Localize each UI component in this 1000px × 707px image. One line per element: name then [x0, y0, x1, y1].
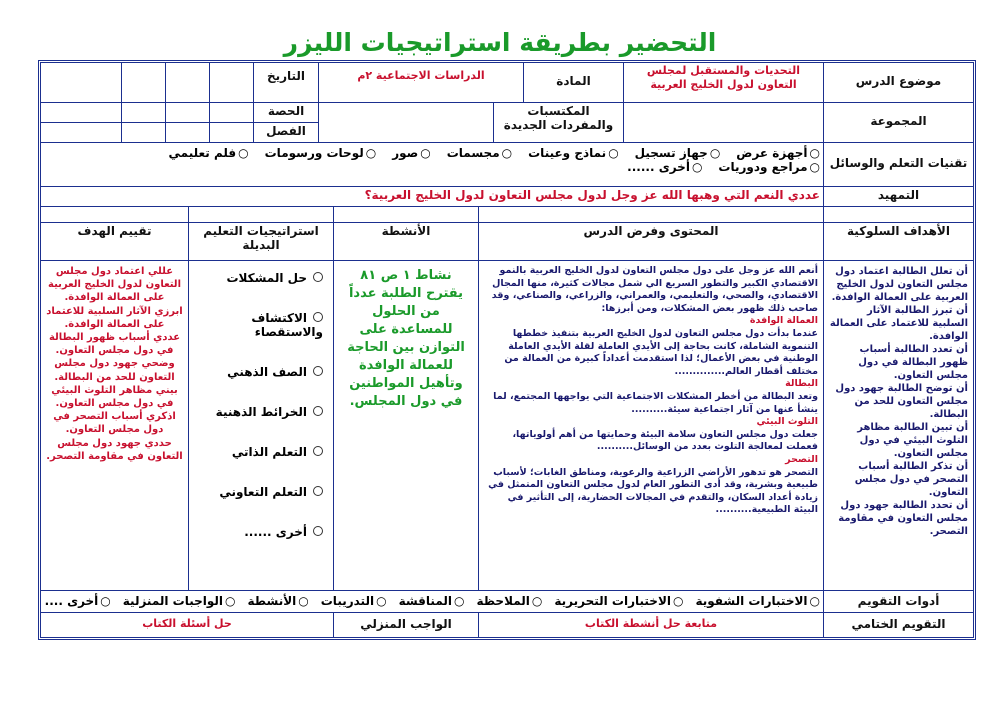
content-cell — [478, 261, 823, 591]
evaluation-item: عددي أسباب ظهور البطالة في دول مجلس التعاون. — [48, 332, 181, 357]
content-heading: العمالة الوافدة — [749, 315, 818, 327]
content-text: التصحر هو تدهور الأراضي الزراعية والرعوية، ومناطق الغابات؛ لأسباب طبيعية وبشرية، وقد أدى التطور العام لدول مجلس التعاون المتمثل في زيادة أعداد السكان، والتقدم في المجالات الحضارية، إلى التأثير في البيئة الطبيعية.......... — [488, 466, 818, 516]
period-cell-3[interactable] — [121, 103, 165, 123]
strategy-item[interactable] — [199, 271, 323, 285]
tool-option[interactable]: ○ فلم تعليمي — [169, 146, 249, 160]
assessment-option[interactable]: ○ الواجبات المنزلية — [123, 594, 236, 608]
group-value[interactable] — [623, 103, 823, 143]
date-cell-1[interactable] — [209, 63, 253, 103]
tool-option[interactable]: ○ أجهزة عرض — [736, 146, 820, 160]
acquired-value[interactable] — [318, 103, 493, 143]
topic-value: التحديات والمستقبل لمجلس التعاون لدول الخليج العربية — [623, 63, 823, 103]
spacer-cell — [333, 207, 478, 223]
strategy-item[interactable] — [199, 365, 323, 379]
content-text: عندما بدأت دول مجلس التعاون لدول الخليج العربية بتنفيذ خططها التنموية الشاملة، كانت بحاجة إلى الأيدي العاملة لقلة الأيدي العاملة الوطنية في بعض الأعمال؛ لذا استقدمت أعداداً كبيرة من العمالة من مختلف أقطار العالم.............. — [504, 327, 818, 377]
period-label: الحصة — [253, 103, 318, 123]
assessment-option[interactable]: ○ الملاحظة — [476, 594, 542, 608]
strategies-cell — [188, 261, 333, 591]
strategy-label: أخرى ...... — [244, 525, 307, 539]
lesson-plan-table — [38, 60, 976, 640]
tools-label: تقنيات التعلم والوسائل — [823, 143, 973, 187]
strategy-item[interactable] — [199, 485, 323, 499]
content-heading: التصحر — [785, 453, 818, 465]
homework-value: حل أسئلة الكتاب — [142, 617, 232, 630]
assessment-option[interactable]: ○ أخرى .... — [45, 594, 111, 608]
tools-options — [41, 143, 823, 187]
col-activities: الأنشطة — [333, 223, 478, 261]
radio-circle-icon[interactable] — [313, 526, 323, 536]
assessment-option[interactable]: ○ المناقشة — [399, 594, 465, 608]
spacer-cell — [478, 207, 823, 223]
content-text: وتعد البطالة من أخطر المشكلات الاجتماعية التي يواجهها المجتمع، لما ينشأ عنها من آثار اجتماعية سيئة.......... — [493, 390, 818, 415]
strategy-label: التعلم التعاوني — [219, 485, 307, 499]
page-title: التحضير بطريقة استراتيجيات الليزر — [283, 28, 717, 57]
class-cell-2[interactable] — [165, 123, 209, 143]
group-label: المجموعة — [823, 103, 973, 143]
tool-option[interactable]: ○ نماذج وعينات — [528, 146, 619, 160]
strategy-label: الاكتشاف والاستقصاء — [251, 311, 323, 339]
objectives-cell — [823, 261, 973, 591]
class-cell-4[interactable] — [41, 123, 121, 143]
assessment-option[interactable]: ○ الاختبارات الشفوية — [695, 594, 820, 608]
strategy-label: التعلم الذاتي — [231, 445, 307, 459]
tool-option[interactable]: ○ مراجع ودوريات — [718, 160, 820, 174]
strategy-item[interactable] — [199, 405, 323, 419]
content-intro: أنعم الله عز وجل على دول مجلس التعاون لدول الخليج العربية بالنمو الاقتصادي الكبير والتطور السريع الي شمل مجالات كثيرة، منها المجال الاقتصادي، والصحي، والتعليمي، والعمراني، والزراعي، والصناعي، وقد صاحب ذلك ظهور بعض المشكلات، ومن أبرزها: — [491, 265, 818, 314]
assessment-option[interactable]: ○ التدريبات — [321, 594, 387, 608]
class-cell-3[interactable] — [121, 123, 165, 143]
class-cell-1[interactable] — [209, 123, 253, 143]
radio-circle-icon[interactable] — [313, 486, 323, 496]
activity-title: نشاط ١ ص ٨١ — [360, 268, 452, 283]
evaluation-item: بيني مظاهر التلوث البيئي في دول مجلس التعاون. — [51, 384, 178, 410]
evaluation-item: حددي جهود دول مجلس التعاون في مقاومة التصحر. — [46, 437, 183, 462]
strategy-item[interactable] — [199, 525, 323, 539]
content-heading: التلوث البيئي — [756, 416, 818, 428]
evaluation-item: ابرزي الآثار السلبية للاعتماد على العمالة الوافدة. — [46, 305, 183, 330]
final-follow: متابعة حل أنشطة الكتاب — [478, 613, 823, 637]
radio-circle-icon[interactable] — [313, 406, 323, 416]
subject-value: الدراسات الاجتماعية ٢م — [318, 63, 523, 103]
period-cell-1[interactable] — [209, 103, 253, 123]
evaluation-cell — [41, 261, 188, 591]
objective-item: أن تذكر الطالبة أسباب التصحر في دول مجلس التعاون. — [854, 461, 968, 498]
intro-text: عددي النعم التي وهبها الله عز وجل لدول مجلس التعاون لدول الخليج العربية؟ — [41, 187, 823, 207]
content-heading: البطالة — [785, 378, 818, 390]
objective-item: أن توضح الطالبة جهود دول مجلس التعاون للحد من البطالة. — [835, 383, 968, 420]
activities-cell — [333, 261, 478, 591]
strategy-label: الصف الذهني — [227, 365, 307, 379]
spacer-cell — [823, 207, 973, 223]
period-cell-4[interactable] — [41, 103, 121, 123]
objective-item: أن تعلل الطالبة اعتماد دول مجلس التعاون لدول الخليج العربية على العمالة الوافدة. — [831, 266, 968, 303]
objective-item: أن تحدد الطالبة جهود دول مجلس التعاون في مقاومة التصحر. — [838, 500, 968, 537]
spacer-cell — [41, 207, 188, 223]
tool-option[interactable]: ○ جهاز تسجيل — [635, 146, 721, 160]
evaluation-item: اذكري أسباب التصحر في دول مجلس التعاون. — [53, 411, 176, 436]
radio-circle-icon[interactable] — [313, 366, 323, 376]
class-label: الفصل — [253, 123, 318, 143]
evaluation-item: عللي اعتماد دول مجلس التعاون لدول الخليج العربية على العمالة الوافدة. — [48, 266, 181, 304]
date-label: التاريخ — [253, 63, 318, 103]
subject-label: المادة — [523, 63, 623, 103]
strategy-label: حل المشكلات — [226, 271, 307, 285]
tool-option[interactable]: ○ أخرى ...... — [627, 160, 702, 174]
spacer-cell — [188, 207, 333, 223]
strategy-item[interactable] — [199, 445, 323, 459]
assessment-option[interactable]: ○ الأنشطة — [248, 594, 309, 608]
date-cell-3[interactable] — [121, 63, 165, 103]
strategy-item[interactable] — [199, 311, 323, 339]
homework-label: الواجب المنزلي — [333, 613, 478, 637]
objective-item: أن تبين الطالبة مظاهر التلوث البيئي في دول مجلس التعاون. — [857, 422, 968, 459]
assessment-option[interactable]: ○ الاختبارات التحريرية — [554, 594, 683, 608]
topic-label: موضوع الدرس — [823, 63, 973, 103]
radio-circle-icon[interactable] — [313, 312, 323, 322]
assessment-options — [41, 591, 823, 613]
date-cell-2[interactable] — [165, 63, 209, 103]
activity-text: يقترح الطلبة عدداً من الحلول للمساعدة على التوازن بين الحاجة للعمالة الوافدة وتأهيل المواطنين في دول المجلس. — [347, 286, 465, 409]
objective-item: أن تبرز الطالبة الآثار السلبية للاعتماد على العمالة الوافدة. — [829, 305, 968, 342]
final-label: التقويم الختامي — [823, 613, 973, 637]
radio-circle-icon[interactable] — [313, 446, 323, 456]
assessment-label: أدوات التقويم — [823, 591, 973, 613]
content-text: جعلت دول مجلس التعاون سلامة البيئة وحمايتها من أهم أولوياتها، فعملت لمعالجة التلوث بعدد من الوسائل.......... — [512, 428, 818, 453]
acquired-label: المكتسبات والمفردات الجديدة — [493, 103, 623, 143]
tool-option[interactable]: ○ مجسمات — [447, 146, 512, 160]
col-objectives: الأهداف السلوكية — [823, 223, 973, 261]
col-content: المحتوى وفرض الدرس — [478, 223, 823, 261]
period-cell-2[interactable] — [165, 103, 209, 123]
intro-label: التمهيد — [823, 187, 973, 207]
col-evaluation: تقييم الهدف — [41, 223, 188, 261]
col-strategies: استراتيجيات التعليم البديلة — [188, 223, 333, 261]
strategy-label: الخرائط الذهنية — [215, 405, 307, 419]
objective-item: أن تعدد الطالبة أسباب ظهور البطالة في دول مجلس التعاون. — [858, 344, 968, 381]
radio-circle-icon[interactable] — [313, 272, 323, 282]
date-cell-4[interactable] — [41, 63, 121, 103]
evaluation-item: وضحي جهود دول مجلس التعاون للحد من البطالة. — [54, 358, 175, 383]
tool-option[interactable]: ○ صور — [392, 146, 431, 160]
tool-option[interactable]: ○ لوحات ورسومات — [265, 146, 377, 160]
